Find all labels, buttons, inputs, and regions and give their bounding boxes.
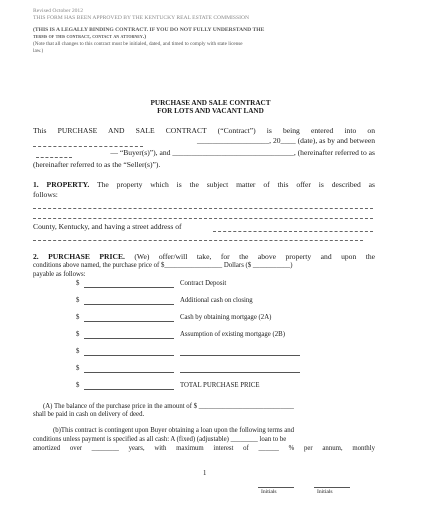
price-item-symbol: $ bbox=[76, 348, 80, 355]
property-description-blank-1[interactable] bbox=[33, 208, 373, 209]
initials-label-2: Initials bbox=[317, 489, 333, 495]
page-number: 1 bbox=[203, 470, 207, 477]
changes-note-line1: (Note that all changes to this contract must be initialed, dated, and timed to comply with state license bbox=[33, 41, 243, 47]
property-line2: follows: bbox=[33, 190, 58, 199]
price-item-symbol: $ bbox=[76, 331, 80, 338]
price-item-description-blank[interactable] bbox=[180, 372, 300, 373]
legal-warning-line2: terms of this contract, contact an attorney.) bbox=[33, 34, 147, 40]
balance-line2: shall be paid in cash on delivery of deed. bbox=[33, 411, 145, 418]
price-item-symbol: $ bbox=[76, 314, 80, 321]
price-item-label: Contract Deposit bbox=[180, 280, 227, 287]
price-item-symbol: $ bbox=[76, 280, 80, 287]
contract-title-line2: FOR LOTS AND VACANT LAND bbox=[157, 107, 264, 115]
approval-notice: THIS FORM HAS BEEN APPROVED BY THE KENTUCKY REAL ESTATE COMMISSION bbox=[33, 15, 250, 21]
mortgage-line1: (b)This contract is contingent upon Buyer obtaining a loan upon the following terms and bbox=[53, 427, 295, 434]
price-line2: conditions above named, the purchase price of $_________________ Dollars ($ ___________) bbox=[33, 262, 293, 269]
price-item-blank[interactable] bbox=[84, 389, 174, 390]
property-line1-text: The property which is the subject matter of this offer is described as bbox=[89, 180, 376, 189]
price-heading: 2. PURCHASE PRICE. bbox=[33, 252, 125, 261]
total-purchase-price-label: TOTAL PURCHASE PRICE bbox=[180, 382, 260, 389]
intro-blank-date[interactable] bbox=[33, 146, 143, 147]
price-line3: payable as follows: bbox=[33, 271, 86, 278]
initials-blank-2[interactable] bbox=[314, 487, 350, 488]
street-address-blank[interactable] bbox=[213, 231, 373, 232]
price-item-symbol: $ bbox=[76, 382, 80, 389]
price-item-blank[interactable] bbox=[84, 321, 174, 322]
contract-title-line1: PURCHASE AND SALE CONTRACT bbox=[150, 99, 271, 107]
intro-line1: This PURCHASE AND SALE CONTRACT (“Contract”) is being entered into on bbox=[33, 126, 375, 135]
legal-warning-line1: (THIS IS A LEGALLY BINDING CONTRACT. IF YOU DO NOT FULLY UNDERSTAND THE bbox=[33, 27, 265, 33]
price-item-symbol: $ bbox=[76, 297, 80, 304]
initials-blank-1[interactable] bbox=[258, 487, 294, 488]
changes-note-line2: law.) bbox=[33, 48, 44, 54]
property-address-blank-2[interactable] bbox=[33, 240, 363, 241]
price-item-symbol: $ bbox=[76, 365, 80, 372]
price-line1 bbox=[33, 252, 375, 261]
initials-label-1: Initials bbox=[261, 489, 277, 495]
property-heading: 1. PROPERTY. bbox=[33, 180, 90, 189]
property-line1 bbox=[33, 180, 375, 189]
balance-line1: (A) The balance of the purchase price in the amount of $ ____________________________ bbox=[43, 403, 294, 410]
price-item-description-blank[interactable] bbox=[180, 355, 300, 356]
county-line: County, Kentucky, and having a street address of bbox=[33, 222, 182, 231]
revision-date: Revised October 2012 bbox=[33, 8, 84, 14]
buyer-name-blank[interactable] bbox=[36, 157, 72, 158]
intro-line4: (hereinafter referred to as the “Seller(s)”). bbox=[33, 160, 161, 169]
intro-line2: ___________________, 20____ (date), as by and between bbox=[197, 136, 375, 145]
property-description-blank-2[interactable] bbox=[33, 218, 373, 219]
price-line1-text: (We) offer/will take, for the above property and upon the bbox=[124, 252, 375, 261]
price-item-label: Cash by obtaining mortgage (2A) bbox=[180, 314, 272, 321]
mortgage-line3: amortized over ________ years, with maximum interest of ______ % per annum, monthly bbox=[33, 445, 375, 452]
price-item-blank[interactable] bbox=[84, 355, 174, 356]
price-item-label: Additional cash on closing bbox=[180, 297, 253, 304]
price-item-blank[interactable] bbox=[84, 372, 174, 373]
price-item-blank[interactable] bbox=[84, 287, 174, 288]
intro-line3: — “Buyer(s)”), and ________________________________, (hereinafter referred to as bbox=[110, 148, 375, 157]
price-item-label: Assumption of existing mortgage (2B) bbox=[180, 331, 285, 338]
price-item-blank[interactable] bbox=[84, 304, 174, 305]
price-item-blank[interactable] bbox=[84, 338, 174, 339]
mortgage-line2: conditions unless payment is specified as all cash: A (fixed) (adjustable) ________ loan to be bbox=[33, 436, 287, 443]
